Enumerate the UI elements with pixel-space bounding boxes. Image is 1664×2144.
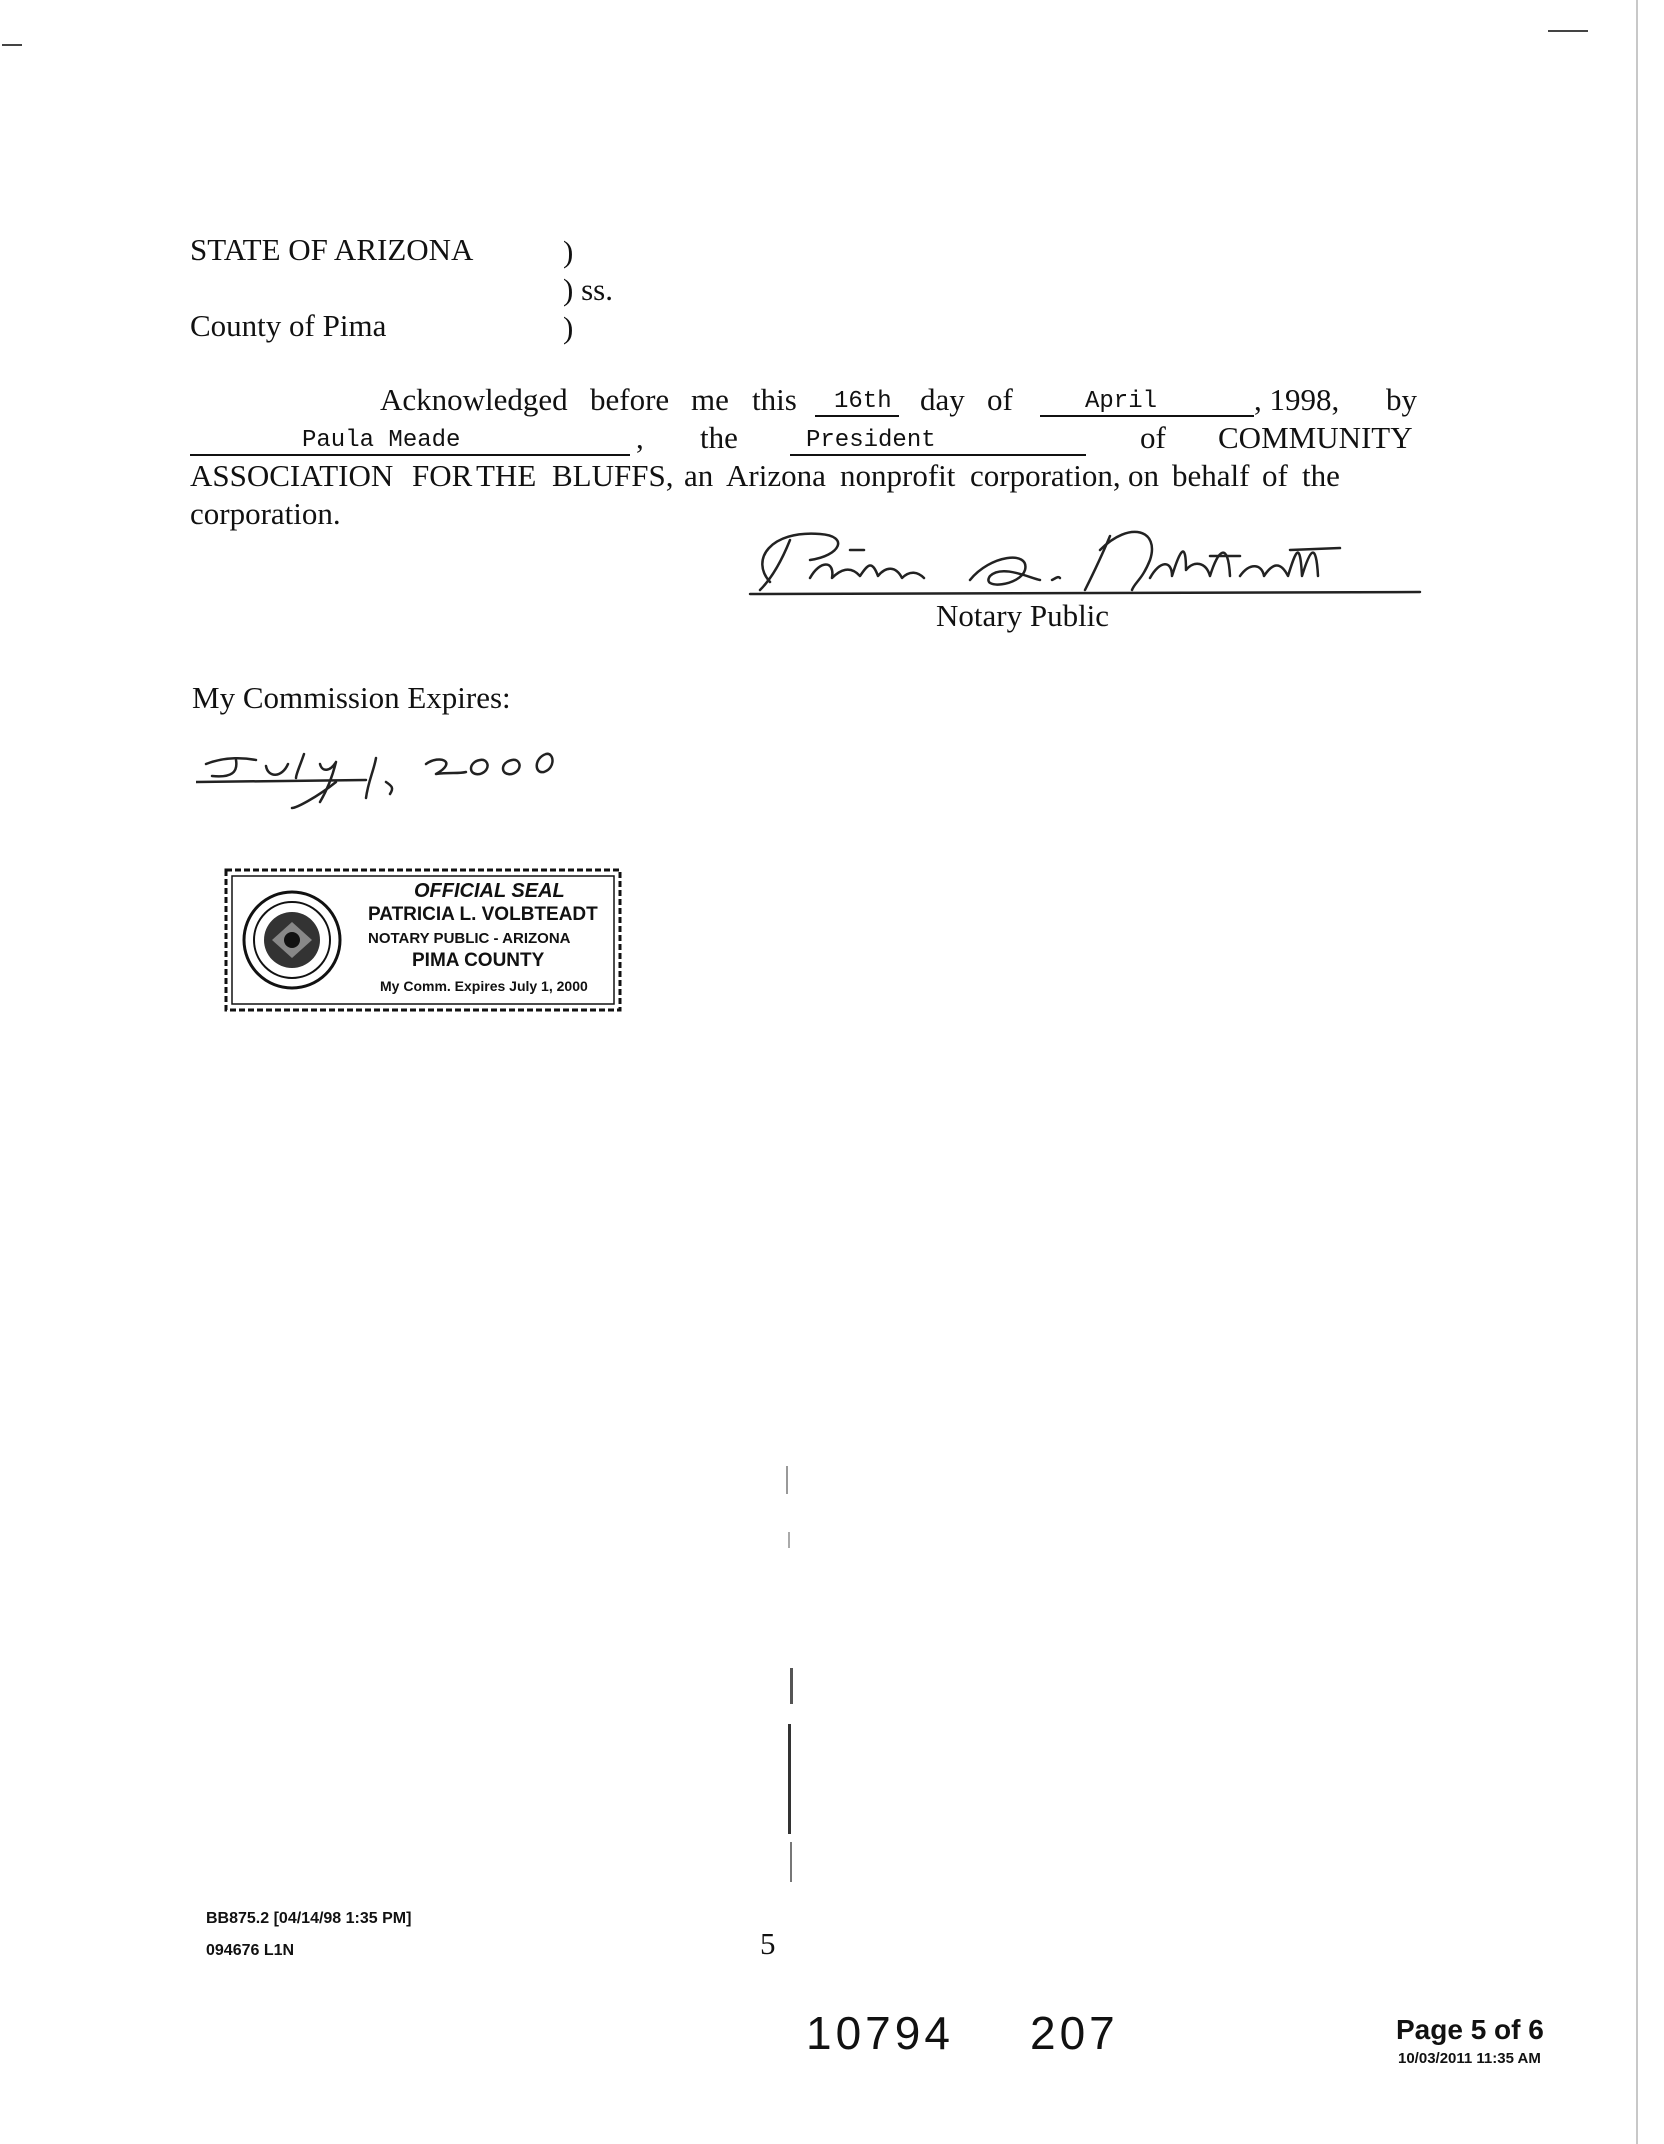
venue-paren-ss: ) ss.	[563, 272, 613, 307]
ack-word: nonprofit	[840, 458, 956, 493]
venue-paren-bottom: )	[563, 310, 574, 345]
notary-signature	[740, 520, 1430, 600]
arizona-state-seal-icon	[240, 888, 344, 992]
ack-word: of	[987, 382, 1013, 417]
ack-word: FOR	[412, 458, 473, 493]
ack-word: on	[1128, 458, 1159, 493]
seal-notary-state: NOTARY PUBLIC - ARIZONA	[368, 930, 571, 947]
official-seal-stamp	[222, 866, 624, 1014]
ack-word: the	[700, 420, 738, 455]
ack-word: this	[752, 382, 797, 417]
ack-word: behalf	[1172, 458, 1250, 493]
venue-paren-top: )	[563, 234, 574, 269]
ack-word: BLUFFS,	[552, 458, 674, 493]
notary-public-label: Notary Public	[936, 598, 1110, 633]
docket-number: 10794	[806, 2007, 954, 2059]
ack-day-value: 16th	[834, 388, 892, 415]
ack-comma: ,	[636, 420, 644, 455]
seal-county: PIMA COUNTY	[412, 950, 545, 971]
venue-county: County of Pima	[190, 308, 387, 343]
month-blank-line	[1040, 415, 1254, 417]
page-of-total: Page 5 of 6	[1396, 2014, 1544, 2045]
ack-title-value: President	[806, 427, 936, 454]
ack-word: Acknowledged	[380, 382, 568, 417]
ack-word: of	[1140, 420, 1166, 455]
ack-word: of	[1262, 458, 1288, 493]
ack-word: corporation,	[970, 458, 1121, 493]
ack-word: COMMUNITY	[1218, 420, 1413, 455]
ack-word: before	[590, 382, 670, 417]
ack-month-value: April	[1085, 388, 1158, 415]
ack-word: ASSOCIATION	[190, 458, 394, 493]
document-reference: BB875.2 [04/14/98 1:35 PM]	[206, 1910, 412, 1927]
ack-word: THE	[476, 458, 537, 493]
seal-title: OFFICIAL SEAL	[414, 880, 565, 902]
ack-name-value: Paula Meade	[302, 427, 461, 454]
ack-year: , 1998,	[1254, 382, 1340, 417]
commission-label: My Commission Expires:	[192, 680, 511, 715]
ack-word: me	[691, 382, 729, 417]
ack-line4: corporation.	[190, 496, 341, 531]
ack-word: day	[920, 382, 965, 417]
ack-word: an	[684, 458, 714, 493]
document-id: 094676 L1N	[206, 1942, 295, 1959]
ack-word: Arizona	[726, 458, 826, 493]
record-timestamp: 10/03/2011 11:35 AM	[1398, 2050, 1541, 2067]
venue-state: STATE OF ARIZONA	[190, 232, 474, 267]
title-blank-line	[790, 454, 1086, 456]
seal-notary-name: PATRICIA L. VOLBTEADT	[368, 904, 598, 925]
ack-word: by	[1386, 382, 1417, 417]
seal-commission-expiry: My Comm. Expires July 1, 2000	[380, 978, 588, 994]
handwritten-expiration-date	[196, 748, 576, 816]
docket-page: 207	[1030, 2007, 1119, 2059]
day-blank-line	[815, 415, 899, 417]
name-blank-line	[190, 454, 630, 456]
page-number: 5	[760, 1926, 776, 1961]
ack-word: the	[1302, 458, 1340, 493]
